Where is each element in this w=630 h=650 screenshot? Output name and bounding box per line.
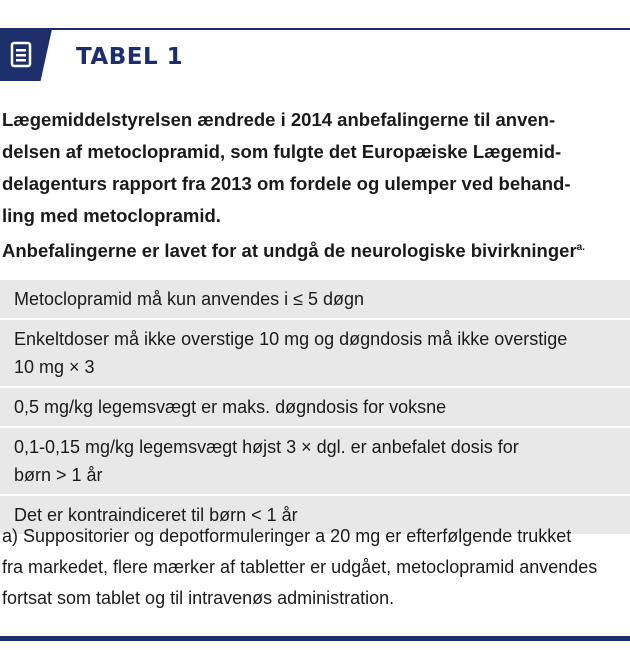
row-text: 10 mg × 3: [14, 357, 95, 377]
row-text: 0,1-0,15 mg/kg legemsvægt højst 3 × dgl. er anbefalet dosis for: [14, 437, 519, 457]
table-row: [0, 428, 630, 496]
row-text: Metoclopramid må kun anvendes i ≤ 5 døgn: [14, 289, 365, 309]
table-badge: [0, 29, 52, 81]
intro-line-last: [2, 232, 626, 267]
list-document-icon: [10, 41, 34, 69]
intro-line: ling med metoclopramid.: [2, 205, 221, 226]
row-text: børn > 1 år: [14, 465, 103, 485]
table-title: TABEL 1: [76, 44, 184, 70]
footnote-line: fra markedet, flere mærker af tabletter er udgået, metoclopramid anvendes: [2, 557, 598, 577]
footnote-line: fortsat som tablet og til intravenøs administration.: [2, 588, 395, 608]
table-row: [0, 388, 630, 428]
row-text: 0,5 mg/kg legemsvægt er maks. døgndosis for voksne: [14, 397, 447, 417]
table-row: [0, 280, 630, 320]
table-row: [0, 320, 630, 388]
footnote: [2, 521, 626, 614]
row-text: Enkeltdoser må ikke overstige 10 mg og døgndosis må ikke overstige: [14, 329, 568, 349]
intro-line: delagenturs rapport fra 2013 om fordele og ulemper ved behand-: [2, 173, 571, 194]
intro-text: [2, 104, 626, 267]
footnote-line: a) Suppositorier og depotformuleringer a 20 mg er efterfølgende trukket: [2, 526, 572, 546]
bottom-rule: [0, 636, 630, 641]
top-rule: [0, 28, 630, 30]
intro-line: delsen af metoclopramid, som fulgte det Europæiske Lægemid-: [2, 141, 562, 162]
footnote-marker: a.: [576, 242, 585, 253]
intro-line: Lægemiddelstyrelsen ændrede i 2014 anbefalingerne til anven-: [2, 109, 556, 130]
row-text: Det er kontraindiceret til børn < 1 år: [14, 505, 298, 525]
recommendations-table: [0, 280, 630, 536]
intro-text-span: Anbefalingerne er lavet for at undgå de neurologiske bivirkninger: [2, 240, 577, 261]
